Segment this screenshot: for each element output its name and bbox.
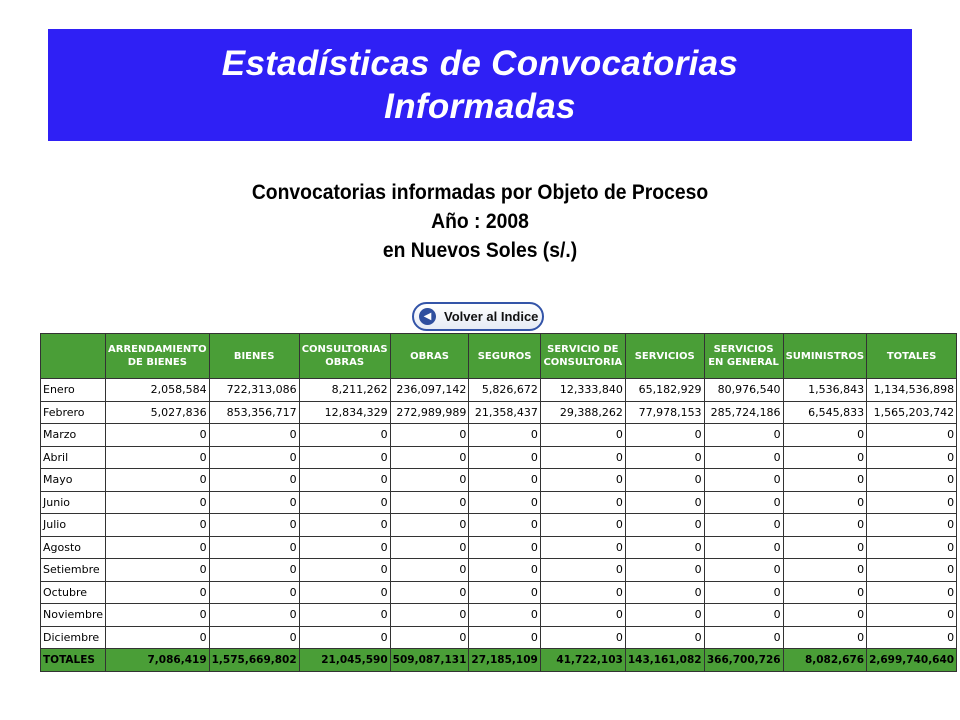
value-cell: 0 bbox=[469, 514, 540, 537]
value-cell: 0 bbox=[106, 626, 210, 649]
value-cell: 0 bbox=[299, 604, 390, 627]
value-cell: 0 bbox=[540, 514, 625, 537]
value-cell: 0 bbox=[299, 424, 390, 447]
table-header-row bbox=[41, 334, 957, 379]
table-row bbox=[41, 581, 957, 604]
value-cell: 0 bbox=[625, 581, 704, 604]
value-cell: 0 bbox=[390, 514, 469, 537]
table-row bbox=[41, 469, 957, 492]
value-cell: 0 bbox=[299, 581, 390, 604]
value-cell: 0 bbox=[867, 536, 957, 559]
value-cell: 0 bbox=[106, 469, 210, 492]
value-cell: 0 bbox=[209, 626, 299, 649]
value-cell: 1,134,536,898 bbox=[867, 379, 957, 402]
total-cell: 509,087,131 bbox=[390, 649, 469, 672]
table-body bbox=[41, 379, 957, 672]
value-cell: 0 bbox=[390, 559, 469, 582]
value-cell: 0 bbox=[540, 559, 625, 582]
report-title: Convocatorias informadas por Objeto de Proceso bbox=[251, 181, 709, 204]
value-cell: 0 bbox=[540, 604, 625, 627]
value-cell: 5,027,836 bbox=[106, 401, 210, 424]
month-cell: Febrero bbox=[41, 401, 106, 424]
value-cell: 0 bbox=[106, 424, 210, 447]
total-cell: 8,082,676 bbox=[783, 649, 867, 672]
value-cell: 0 bbox=[867, 424, 957, 447]
value-cell: 0 bbox=[704, 581, 783, 604]
value-cell: 0 bbox=[704, 536, 783, 559]
value-cell: 0 bbox=[106, 514, 210, 537]
table-row bbox=[41, 559, 957, 582]
table-row bbox=[41, 491, 957, 514]
report-year: Año : 2008 bbox=[431, 210, 529, 233]
month-cell: Junio bbox=[41, 491, 106, 514]
value-cell: 0 bbox=[209, 581, 299, 604]
table-row bbox=[41, 604, 957, 627]
value-cell: 0 bbox=[783, 626, 867, 649]
value-cell: 0 bbox=[625, 559, 704, 582]
value-cell: 0 bbox=[625, 424, 704, 447]
total-cell: 21,045,590 bbox=[299, 649, 390, 672]
value-cell: 21,358,437 bbox=[469, 401, 540, 424]
month-cell: Agosto bbox=[41, 536, 106, 559]
value-cell: 0 bbox=[390, 491, 469, 514]
value-cell: 12,333,840 bbox=[540, 379, 625, 402]
back-to-index-label: Volver al Indice bbox=[444, 309, 539, 324]
chevron-left-icon: ◀ bbox=[419, 308, 436, 325]
value-cell: 0 bbox=[540, 469, 625, 492]
value-cell: 0 bbox=[625, 604, 704, 627]
value-cell: 0 bbox=[209, 424, 299, 447]
column-header-month bbox=[41, 334, 106, 379]
month-cell: Setiembre bbox=[41, 559, 106, 582]
month-cell: Diciembre bbox=[41, 626, 106, 649]
value-cell: 29,388,262 bbox=[540, 401, 625, 424]
value-cell: 0 bbox=[783, 581, 867, 604]
value-cell: 0 bbox=[390, 469, 469, 492]
totals-row bbox=[41, 649, 957, 672]
value-cell: 0 bbox=[783, 604, 867, 627]
table-row bbox=[41, 446, 957, 469]
value-cell: 0 bbox=[867, 469, 957, 492]
value-cell: 722,313,086 bbox=[209, 379, 299, 402]
total-cell: 1,575,669,802 bbox=[209, 649, 299, 672]
value-cell: 0 bbox=[299, 469, 390, 492]
value-cell: 0 bbox=[106, 536, 210, 559]
value-cell: 0 bbox=[540, 491, 625, 514]
value-cell: 0 bbox=[783, 491, 867, 514]
value-cell: 0 bbox=[704, 626, 783, 649]
table-row bbox=[41, 626, 957, 649]
value-cell: 272,989,989 bbox=[390, 401, 469, 424]
value-cell: 0 bbox=[390, 536, 469, 559]
column-header: SUMINISTROS bbox=[783, 334, 867, 379]
total-cell: 41,722,103 bbox=[540, 649, 625, 672]
table-row bbox=[41, 514, 957, 537]
table-row bbox=[41, 536, 957, 559]
value-cell: 0 bbox=[209, 469, 299, 492]
value-cell: 0 bbox=[704, 469, 783, 492]
value-cell: 0 bbox=[704, 446, 783, 469]
value-cell: 65,182,929 bbox=[625, 379, 704, 402]
value-cell: 0 bbox=[299, 446, 390, 469]
value-cell: 0 bbox=[540, 581, 625, 604]
value-cell: 0 bbox=[299, 559, 390, 582]
value-cell: 0 bbox=[209, 446, 299, 469]
back-to-index-button[interactable] bbox=[412, 302, 544, 331]
column-header: OBRAS bbox=[390, 334, 469, 379]
value-cell: 0 bbox=[299, 514, 390, 537]
value-cell: 0 bbox=[625, 491, 704, 514]
value-cell: 0 bbox=[783, 469, 867, 492]
value-cell: 8,211,262 bbox=[299, 379, 390, 402]
value-cell: 0 bbox=[867, 491, 957, 514]
column-header: SERVICIO DE CONSULTORIA bbox=[540, 334, 625, 379]
month-cell: Mayo bbox=[41, 469, 106, 492]
value-cell: 0 bbox=[783, 424, 867, 447]
value-cell: 0 bbox=[469, 536, 540, 559]
value-cell: 0 bbox=[106, 604, 210, 627]
value-cell: 12,834,329 bbox=[299, 401, 390, 424]
value-cell: 0 bbox=[704, 514, 783, 537]
value-cell: 0 bbox=[299, 536, 390, 559]
value-cell: 0 bbox=[209, 536, 299, 559]
value-cell: 0 bbox=[704, 491, 783, 514]
table-row bbox=[41, 401, 957, 424]
value-cell: 0 bbox=[867, 514, 957, 537]
value-cell: 0 bbox=[867, 581, 957, 604]
value-cell: 0 bbox=[704, 424, 783, 447]
value-cell: 0 bbox=[469, 559, 540, 582]
title-banner bbox=[48, 29, 912, 141]
value-cell: 0 bbox=[540, 536, 625, 559]
column-header: SERVICIOS bbox=[625, 334, 704, 379]
value-cell: 285,724,186 bbox=[704, 401, 783, 424]
table-header bbox=[41, 334, 957, 379]
value-cell: 0 bbox=[469, 626, 540, 649]
table-row bbox=[41, 424, 957, 447]
report-currency: en Nuevos Soles (s/.) bbox=[382, 239, 578, 262]
page-title-line2: Informadas bbox=[384, 87, 576, 126]
value-cell: 77,978,153 bbox=[625, 401, 704, 424]
value-cell: 0 bbox=[469, 604, 540, 627]
value-cell: 0 bbox=[625, 626, 704, 649]
column-header: ARRENDAMIENTO DE BIENES bbox=[106, 334, 210, 379]
value-cell: 0 bbox=[783, 536, 867, 559]
value-cell: 0 bbox=[625, 446, 704, 469]
value-cell: 0 bbox=[540, 446, 625, 469]
value-cell: 0 bbox=[469, 581, 540, 604]
total-cell: 27,185,109 bbox=[469, 649, 540, 672]
value-cell: 0 bbox=[209, 514, 299, 537]
value-cell: 0 bbox=[209, 559, 299, 582]
value-cell: 5,826,672 bbox=[469, 379, 540, 402]
value-cell: 0 bbox=[867, 446, 957, 469]
value-cell: 0 bbox=[390, 626, 469, 649]
value-cell: 0 bbox=[390, 604, 469, 627]
column-header: BIENES bbox=[209, 334, 299, 379]
report-heading bbox=[180, 178, 780, 265]
month-cell: Julio bbox=[41, 514, 106, 537]
value-cell: 0 bbox=[625, 514, 704, 537]
column-header: TOTALES bbox=[867, 334, 957, 379]
value-cell: 80,976,540 bbox=[704, 379, 783, 402]
total-cell: 366,700,726 bbox=[704, 649, 783, 672]
total-cell: 143,161,082 bbox=[625, 649, 704, 672]
value-cell: 0 bbox=[106, 581, 210, 604]
value-cell: 0 bbox=[540, 626, 625, 649]
value-cell: 0 bbox=[469, 446, 540, 469]
month-cell: Abril bbox=[41, 446, 106, 469]
value-cell: 0 bbox=[704, 604, 783, 627]
month-cell: Marzo bbox=[41, 424, 106, 447]
value-cell: 0 bbox=[867, 626, 957, 649]
value-cell: 0 bbox=[867, 604, 957, 627]
value-cell: 853,356,717 bbox=[209, 401, 299, 424]
column-header: CONSULTORIAS OBRAS bbox=[299, 334, 390, 379]
table-row bbox=[41, 379, 957, 402]
column-header: SERVICIOS EN GENERAL bbox=[704, 334, 783, 379]
value-cell: 0 bbox=[299, 626, 390, 649]
value-cell: 0 bbox=[469, 469, 540, 492]
value-cell: 0 bbox=[106, 491, 210, 514]
value-cell: 0 bbox=[469, 424, 540, 447]
value-cell: 236,097,142 bbox=[390, 379, 469, 402]
value-cell: 0 bbox=[783, 559, 867, 582]
total-cell: 2,699,740,640 bbox=[867, 649, 957, 672]
value-cell: 2,058,584 bbox=[106, 379, 210, 402]
value-cell: 1,565,203,742 bbox=[867, 401, 957, 424]
month-cell: Octubre bbox=[41, 581, 106, 604]
value-cell: 0 bbox=[867, 559, 957, 582]
value-cell: 0 bbox=[390, 446, 469, 469]
value-cell: 0 bbox=[390, 581, 469, 604]
value-cell: 0 bbox=[625, 536, 704, 559]
month-cell: Enero bbox=[41, 379, 106, 402]
statistics-table bbox=[40, 333, 957, 672]
value-cell: 0 bbox=[469, 491, 540, 514]
value-cell: 0 bbox=[106, 446, 210, 469]
total-cell: 7,086,419 bbox=[106, 649, 210, 672]
value-cell: 0 bbox=[783, 514, 867, 537]
value-cell: 0 bbox=[540, 424, 625, 447]
value-cell: 0 bbox=[704, 559, 783, 582]
value-cell: 1,536,843 bbox=[783, 379, 867, 402]
value-cell: 0 bbox=[625, 469, 704, 492]
column-header: SEGUROS bbox=[469, 334, 540, 379]
value-cell: 0 bbox=[106, 559, 210, 582]
totals-label: TOTALES bbox=[41, 649, 106, 672]
value-cell: 0 bbox=[390, 424, 469, 447]
value-cell: 0 bbox=[209, 604, 299, 627]
month-cell: Noviembre bbox=[41, 604, 106, 627]
value-cell: 0 bbox=[783, 446, 867, 469]
value-cell: 6,545,833 bbox=[783, 401, 867, 424]
page-title-line1: Estadísticas de Convocatorias bbox=[221, 44, 739, 83]
value-cell: 0 bbox=[209, 491, 299, 514]
value-cell: 0 bbox=[299, 491, 390, 514]
